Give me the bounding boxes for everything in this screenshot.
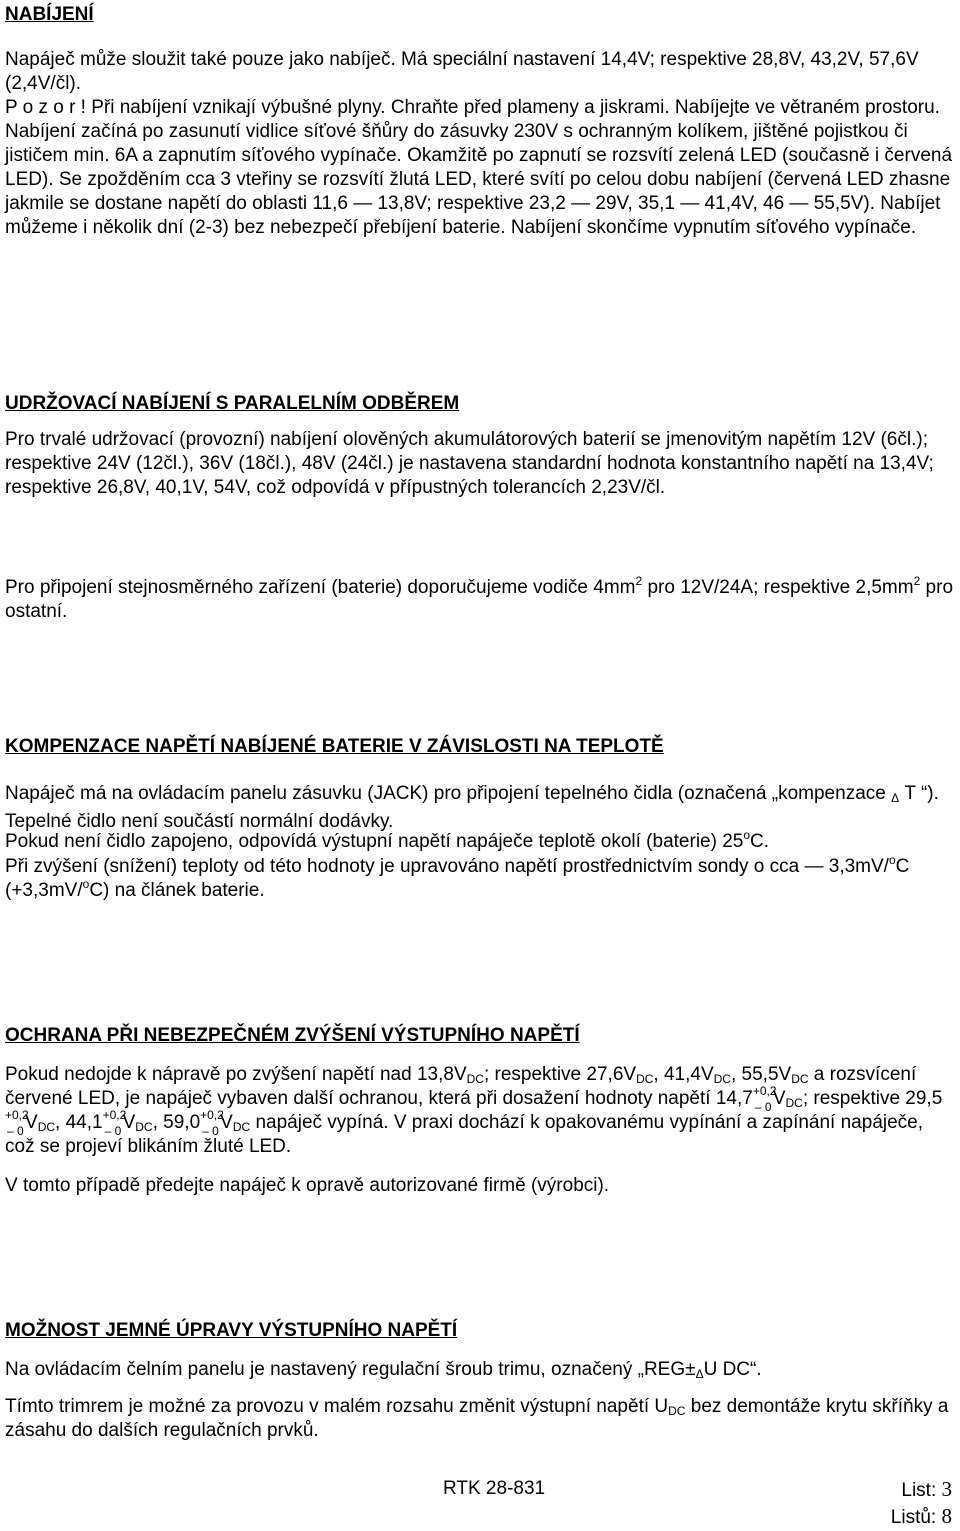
paragraph-trimmer-location: Na ovládacím čelním panelu je nastavený regulační šroub trimu, označený „REG±ΔU DC“.	[5, 1359, 762, 1381]
paragraph-charger-settings: Napáječ může sloužit také pouze jako nabíječ. Má speciální nastavení 14,4V; respektive 28,8V, 43,2V, 57,6V (2,4V/čl).	[5, 49, 919, 94]
section-title-nabijeni: NABÍJENÍ	[5, 4, 94, 25]
plus-minus-symbol: ±	[685, 1359, 696, 1380]
paragraph-compensation-rate: Při zvýšení (snížení) teploty od této hodnoty je upravováno napětí prostřednictvím sondy o cca — 3,3mV/$^o$C (+3,3mV/$^o$C) na článek baterie.	[5, 853, 910, 901]
paragraph-wire-gauge: Pro připojení stejnosměrného zařízení (baterie) doporučujeme vodiče $4mm^2$ pro 12V/24A; respektive $2,5mm^2$ pro ostatní.	[5, 574, 954, 622]
section-title-udrzovaci-nabijeni: UDRŽOVACÍ NABÍJENÍ S PARALELNÍM ODBĚREM	[5, 393, 460, 414]
paragraph-trimmer-usage: Tímto trimrem je možné za provozu v malém rozsahu změnit výstupní napětí $U_{DC}$ bez demontáže krytu skříňky a zásahu do dalších regulačních prvků.	[5, 1396, 949, 1441]
paragraph-repair-notice: V tomto případě předejte napáječ k opravě autorizované firmě (výrobci).	[5, 1175, 610, 1196]
tolerance-mark: +0,2 – 0	[752, 1084, 777, 1114]
document-code: RTK 28-831	[443, 1478, 546, 1499]
paragraph-charging-warning: P o z o r ! Při nabíjení vznikají výbušné plyny. Chraňte před plameny a jiskrami. Nabíjejte ve větraném prostoru. Nabíjení začíná po zasunutí vidlice síťové šňůry do zásuvky 230V s ochranným kolíkem, jištěné pojistkou či jističem min. 6A a zapnutím síťového vypínače. Okamžitě po zapnutí se rozsvítí zelená LED (současně i červená LED). Se zpožděním cca 3 vteřiny se rozsvítí žlutá LED, které svítí po celou dobu nabíjení (červená LED zhasne jakmile se dostane napětí do oblasti 11,6 — 13,8V; respektive 23,2 — 29V, 35,1 — 41,4V, 46 — 55,5V). Nabíjet můžeme i několik dní (2-3) bez nebezpečí přebíjení baterie. Nabíjení skončíme vypnutím síťového vypínače.	[5, 97, 953, 238]
sheet-number: List: 3	[901, 1477, 952, 1501]
paragraph-ambient-temperature: Pokud není čidlo zapojeno, odpovídá výstupní napětí napáječe teplotě okolí (baterie) 25$^o$C.	[5, 828, 770, 852]
paragraph-float-charging: Pro trvalé udržovací (provozní) nabíjení olověných akumulátorových baterií se jmenovitým napětím 12V (6čl.); respektive 24V (12čl.), 36V (18čl.), 48V (24čl.) je nastavena standardní hodnota konstantního napětí na 13,4V; respektive 26,8V, 40,1V, 54V, což odpovídá v přípustných tolerancích 2,23V/čl.	[5, 429, 934, 498]
delta-symbol: Δ	[695, 1367, 704, 1381]
section-title-kompenzace: KOMPENZACE NAPĚTÍ NABÍJENÉ BATERIE V ZÁVISLOSTI NA TEPLOTĚ	[5, 736, 664, 757]
section-title-ochrana: OCHRANA PŘI NEBEZPEČNÉM ZVÝŠENÍ VÝSTUPNÍHO NAPĚTÍ	[5, 1025, 580, 1046]
tolerance-mark: +0,2 – 0	[102, 1108, 127, 1138]
paragraph-temperature-sensor: Napáječ má na ovládacím panelu zásuvku (JACK) pro připojení tepelného čidla (označená „kompenzace Δ T “). Tepelné čidlo není součástí normální dodávky.	[5, 783, 939, 832]
section-title-jemna-uprava: MOŽNOST JEMNÉ ÚPRAVY VÝSTUPNÍHO NAPĚTÍ	[5, 1320, 458, 1341]
tolerance-mark: +0,2 – 0	[200, 1108, 224, 1138]
tolerance-mark: +0,2 – 0	[5, 1108, 29, 1138]
paragraph-overvoltage-protection: Pokud nedojde k nápravě po zvýšení napětí nad $13,8V_{DC}$; respektive $27,6V_{DC}$, $41,4V_{DC}$, $55,5V_{DC}$ a rozsvícení červené LED, je napáječ vybaven další ochranou, která při dosažení hodnoty napětí 14,7 +0,2 – 0 $V_{DC}$; respektive 29,5 +0,2 – 0 $V_{DC}$, 44,1 +0,2 – 0 $V_{DC}$, 59,0 +0,2 – 0 $V_{DC}$ napáječ vypíná. V praxi dochází k opakovanému vypínání a zapínání napáječe, což se projeví blikáním žluté LED.	[5, 1064, 943, 1157]
delta-symbol: Δ	[891, 791, 900, 805]
sheet-count: Listů: 8	[890, 1504, 952, 1528]
